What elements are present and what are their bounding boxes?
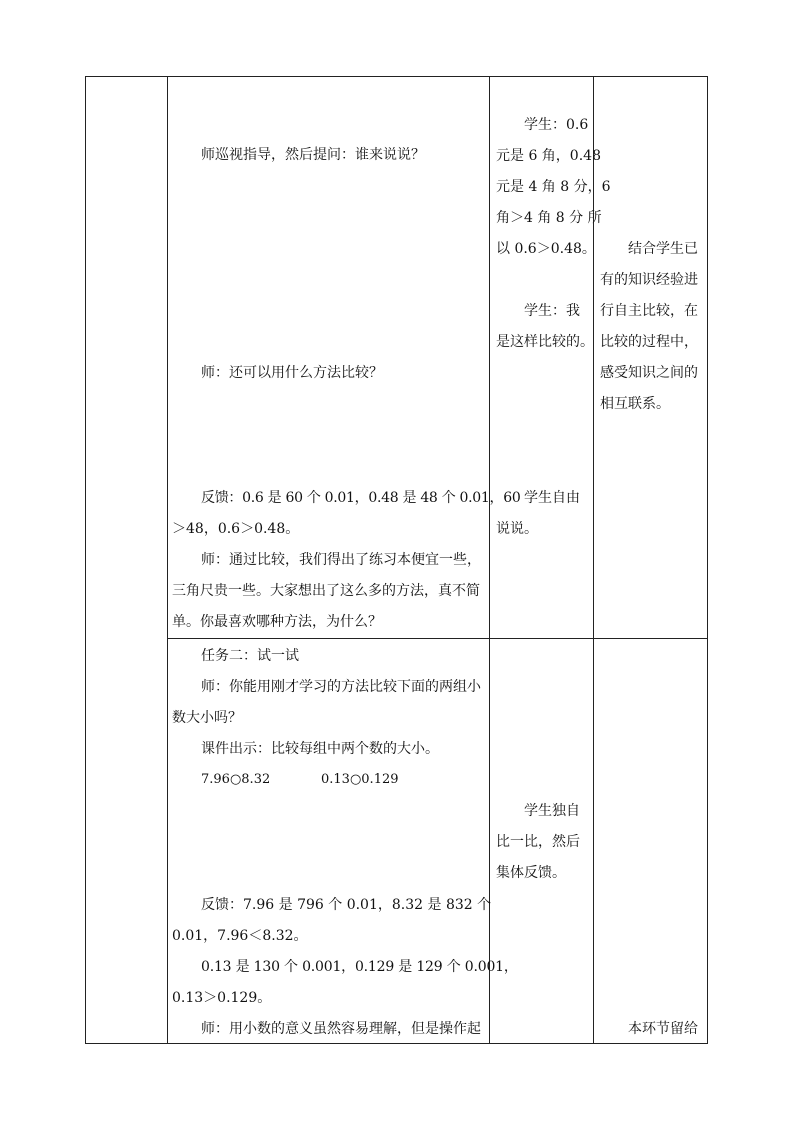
- summary-text-line: 单。你最喜欢哪种方法，为什么？: [172, 614, 382, 630]
- feedback-text-line: 反馈：7.96 是 796 个 0.01，8.32 是 832 个: [201, 897, 492, 913]
- student-answer-line: 元是 6 角，0.48: [496, 148, 601, 164]
- student-activity-line: 比一比，然后: [496, 834, 580, 850]
- comparison-expression: 7.96○8.32: [201, 772, 271, 787]
- design-intent-line: 比较的过程中，: [600, 334, 698, 350]
- student-answer-line: 元是 4 角 8 分，6: [496, 179, 611, 195]
- student-answer-line: 学生自由: [524, 490, 580, 506]
- task-two-question-line: 师：你能用刚才学习的方法比较下面的两组小: [201, 679, 481, 695]
- column-divider-1: [167, 76, 168, 1044]
- student-answer-line: 学生：我: [524, 303, 580, 319]
- feedback-text-line: ＞48，0.6＞0.48。: [172, 521, 300, 537]
- student-activity-line: 集体反馈。: [496, 865, 566, 881]
- student-answer-line: 是这样比较的。: [496, 334, 594, 350]
- summary-text-line: 三角尺贵一些。大家想出了这么多的方法，真不简: [172, 583, 480, 599]
- design-intent-line: 有的知识经验进: [600, 272, 698, 288]
- comparison-expression: 0.13○0.129: [321, 772, 399, 787]
- feedback-text-line: 0.13＞0.129。: [172, 990, 272, 1006]
- feedback-text-line: 0.01，7.96＜8.32。: [172, 928, 308, 944]
- student-answer-line: 说说。: [496, 521, 538, 537]
- student-answer-line: 以 0.6＞0.48。: [496, 241, 596, 257]
- design-intent-line: 行自主比较，在: [600, 303, 698, 319]
- student-answer-line: 学生：0.6: [524, 117, 589, 133]
- table-border-right: [707, 76, 708, 1044]
- teacher-remark-text: 师：用小数的意义虽然容易理解，但是操作起: [201, 1021, 481, 1037]
- courseware-text: 课件出示：比较每组中两个数的大小。: [201, 741, 439, 757]
- row-divider: [167, 638, 708, 639]
- design-intent-line: 感受知识之间的: [600, 365, 698, 381]
- teacher-question-text: 师：还可以用什么方法比较？: [201, 365, 383, 381]
- summary-text-line: 师：通过比较，我们得出了练习本便宜一些，: [201, 552, 481, 568]
- design-intent-line: 相互联系。: [600, 396, 670, 412]
- table-border-left: [85, 76, 86, 1044]
- design-intent-line: 结合学生已: [628, 241, 698, 257]
- student-activity-line: 学生独自: [524, 803, 580, 819]
- teacher-prompt-text: 师巡视指导，然后提问：谁来说说？: [201, 147, 425, 163]
- student-answer-line: 角＞4 角 8 分 所: [496, 210, 602, 226]
- task-two-question-line: 数大小吗？: [172, 710, 242, 726]
- feedback-text-line: 0.13 是 130 个 0.001，0.129 是 129 个 0.001，: [201, 959, 518, 975]
- design-intent-line: 本环节留给: [628, 1021, 698, 1037]
- task-two-title: 任务二：试一试: [201, 648, 299, 664]
- table-border-top: [85, 76, 708, 77]
- feedback-text-line: 反馈：0.6 是 60 个 0.01，0.48 是 48 个 0.01，60: [201, 490, 521, 506]
